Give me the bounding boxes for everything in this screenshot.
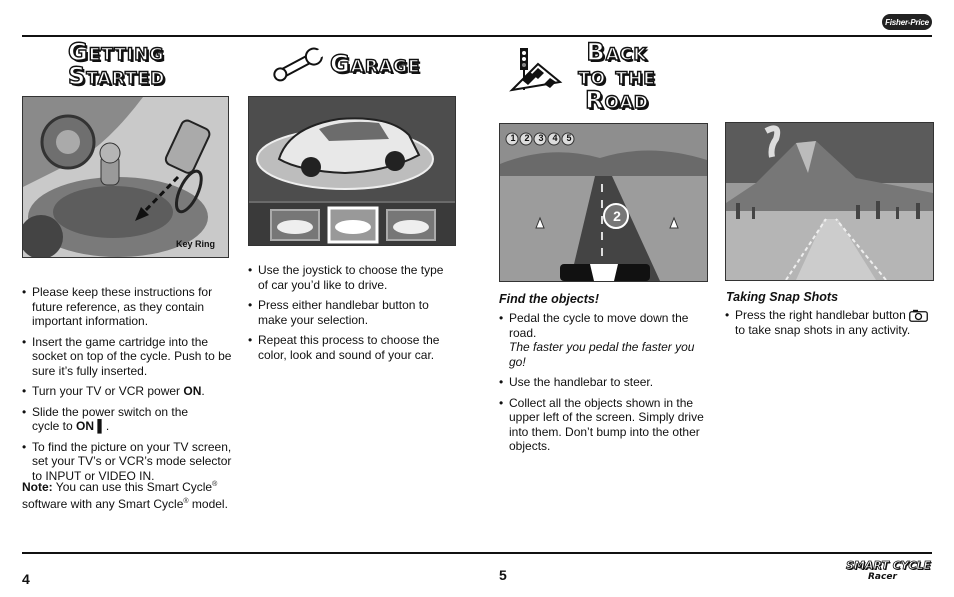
list-item: • To find the picture on your TV screen, set your TV’s or VCR’s mode selector to INPUT or VIDEO IN. — [22, 440, 234, 484]
getting-started-title: Getting Started — [68, 38, 166, 90]
hud-counter-2: 2 — [524, 133, 530, 143]
snap-shots-heading: Taking Snap Shots — [726, 290, 839, 304]
hud-counter-3: 3 — [538, 133, 544, 143]
traffic-flag-icon — [508, 46, 564, 92]
cycle-cartridge-photo — [22, 96, 229, 258]
compatibility-note: Note: You can use this Smart Cycle® software with any Smart Cycle® model. — [22, 480, 228, 511]
hud-counter-1: 1 — [510, 133, 516, 143]
road-marker: 2 — [613, 208, 621, 224]
smart-cycle-racer-logo: SMART CYCLE Racer — [846, 559, 931, 582]
list-item: • Use the handlebar to steer. — [499, 375, 711, 390]
wrench-icon — [270, 45, 326, 85]
list-item: • Please keep these instructions for future reference, as they contain important information. — [22, 285, 234, 329]
list-item: • Use the joystick to choose the type of car you’d like to drive. — [248, 263, 456, 292]
garage-title: Garage — [330, 50, 421, 78]
find-objects-heading: Find the objects! — [499, 292, 599, 306]
garage-list — [248, 263, 456, 368]
list-item: • Pedal the cycle to move down the road. The faster you pedal the faster you go! — [499, 311, 711, 369]
race-screen — [499, 123, 708, 282]
volcano-screen — [725, 122, 934, 281]
page-number-left: 4 — [22, 571, 30, 587]
fisher-price-logo: Fisher-Price — [882, 14, 932, 30]
list-item: • Insert the game cartridge into the socket on top of the cycle. Push to be sure it’s fully inserted. — [22, 335, 234, 379]
snap-shots-list — [725, 308, 932, 343]
page-number-right: 5 — [499, 567, 507, 583]
garage-screen — [248, 96, 456, 246]
top-rule — [22, 35, 932, 37]
list-item: • Collect all the objects shown in the upper left of the screen. Simply drive into them. Don’t bump into the other objects. — [499, 396, 711, 454]
bottom-rule — [22, 552, 932, 554]
find-objects-list — [499, 311, 711, 460]
getting-started-list — [22, 285, 234, 489]
list-item: • Turn your TV or VCR power ON. — [22, 384, 234, 399]
hud-counter-5: 5 — [566, 133, 572, 143]
list-item: • Press the right handlebar button to take snap shots in any activity. — [725, 308, 932, 337]
list-item: • Press either handlebar button to make your selection. — [248, 298, 456, 327]
list-item: • Slide the power switch on the cycle to ON ▌. — [22, 405, 197, 434]
power-on-symbol: ▌ — [97, 419, 106, 433]
list-item: • Repeat this process to choose the color, look and sound of your car. — [248, 333, 456, 362]
back-to-road-title: Back to the Road — [578, 38, 656, 114]
hud-counter-4: 4 — [552, 133, 558, 143]
camera-icon — [909, 309, 928, 322]
key-ring-label: Key Ring — [176, 239, 216, 249]
